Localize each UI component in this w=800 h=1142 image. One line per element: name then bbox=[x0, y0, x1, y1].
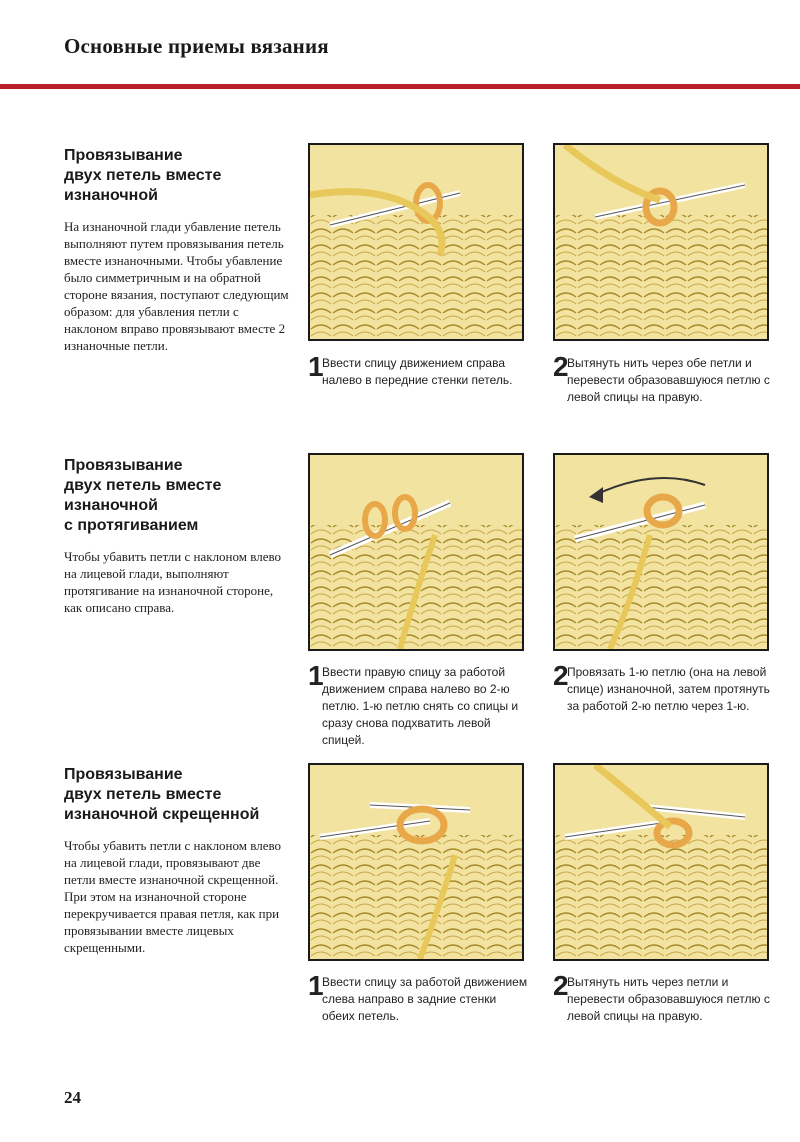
illustration-step-1 bbox=[308, 763, 524, 961]
section-heading: Провязывание двух петель вместе изнаночной bbox=[64, 147, 222, 204]
illustration-step-2 bbox=[553, 763, 769, 961]
knitting-illustration bbox=[555, 765, 767, 959]
illustration-step-2 bbox=[553, 453, 769, 651]
section-text: На изнаночной глади убавление петель выполняют путем провязывания петель вместе изнаночными. Чтобы убавление было симметричным и на обратной стороне вязания, поступают следующим образом: для убавления петли с наклоном вправо провязывают вместе 2 изнаночные петли. bbox=[64, 219, 289, 353]
page-number: 24 bbox=[64, 1088, 81, 1107]
section-text: Чтобы убавить петли с наклоном влево на лицевой глади, выполняют протягивание на изнаночной стороне, как описано справа. bbox=[64, 549, 282, 615]
knitting-illustration bbox=[555, 145, 767, 339]
illustration-step-1 bbox=[308, 143, 524, 341]
page-title: Основные приемы вязания bbox=[64, 34, 329, 58]
step-text: Ввести спицу за работой движением слева направо в задние стенки обеих петель. bbox=[322, 975, 528, 1023]
step-text: Ввести правую спицу за работой движением справа налево во 2-ю петлю. 1-ю петлю снять со спицы и сразу снова подхватить левой спицей. bbox=[322, 665, 519, 747]
illustration-step-1 bbox=[308, 453, 524, 651]
header-rule bbox=[0, 84, 800, 89]
step-number: 1 bbox=[308, 970, 324, 1001]
knitting-illustration bbox=[310, 145, 522, 339]
step-text: Вытянуть нить через петли и перевести образовавшуюся петлю с левой спицы на правую. bbox=[567, 975, 770, 1023]
knitting-illustration bbox=[310, 455, 522, 649]
step-caption bbox=[553, 970, 775, 1025]
knitting-illustration bbox=[555, 455, 767, 649]
step-caption bbox=[308, 970, 530, 1025]
step-number: 2 bbox=[553, 660, 569, 691]
step-caption bbox=[308, 351, 530, 389]
step-caption bbox=[308, 660, 530, 749]
step-text: Вытянуть нить через обе петли и перевести образовавшуюся петлю с левой спицы на правую. bbox=[567, 356, 770, 404]
illustration-step-2 bbox=[553, 143, 769, 341]
section-heading: Провязывание двух петель вместе изнаночной с протягиванием bbox=[64, 457, 222, 534]
step-number: 2 bbox=[553, 351, 569, 382]
section-purl-two-together-pulled bbox=[64, 456, 289, 616]
step-text: Провязать 1-ю петлю (она на левой спице) изнаночной, затем протянуть за работой 2-ю петлю через 1-ю. bbox=[567, 665, 770, 713]
step-caption bbox=[553, 351, 775, 406]
arrow-left-icon bbox=[589, 487, 603, 503]
section-text: Чтобы убавить петли с наклоном влево на лицевой глади, провязывают две петли вместе изнаночной скрещенной. При этом на изнаночной стороне перекручивается правая петля, как при провязывании вместе лицевых скрещенными. bbox=[64, 838, 282, 955]
section-heading: Провязывание двух петель вместе изнаночной скрещенной bbox=[64, 766, 260, 823]
knitting-illustration bbox=[310, 765, 522, 959]
step-text: Ввести спицу движением справа налево в передние стенки петель. bbox=[322, 356, 513, 387]
section-purl-two-together bbox=[64, 146, 289, 354]
step-number: 2 bbox=[553, 970, 569, 1001]
section-purl-two-together-twisted bbox=[64, 765, 289, 956]
step-number: 1 bbox=[308, 660, 324, 691]
step-caption bbox=[553, 660, 775, 715]
step-number: 1 bbox=[308, 351, 324, 382]
